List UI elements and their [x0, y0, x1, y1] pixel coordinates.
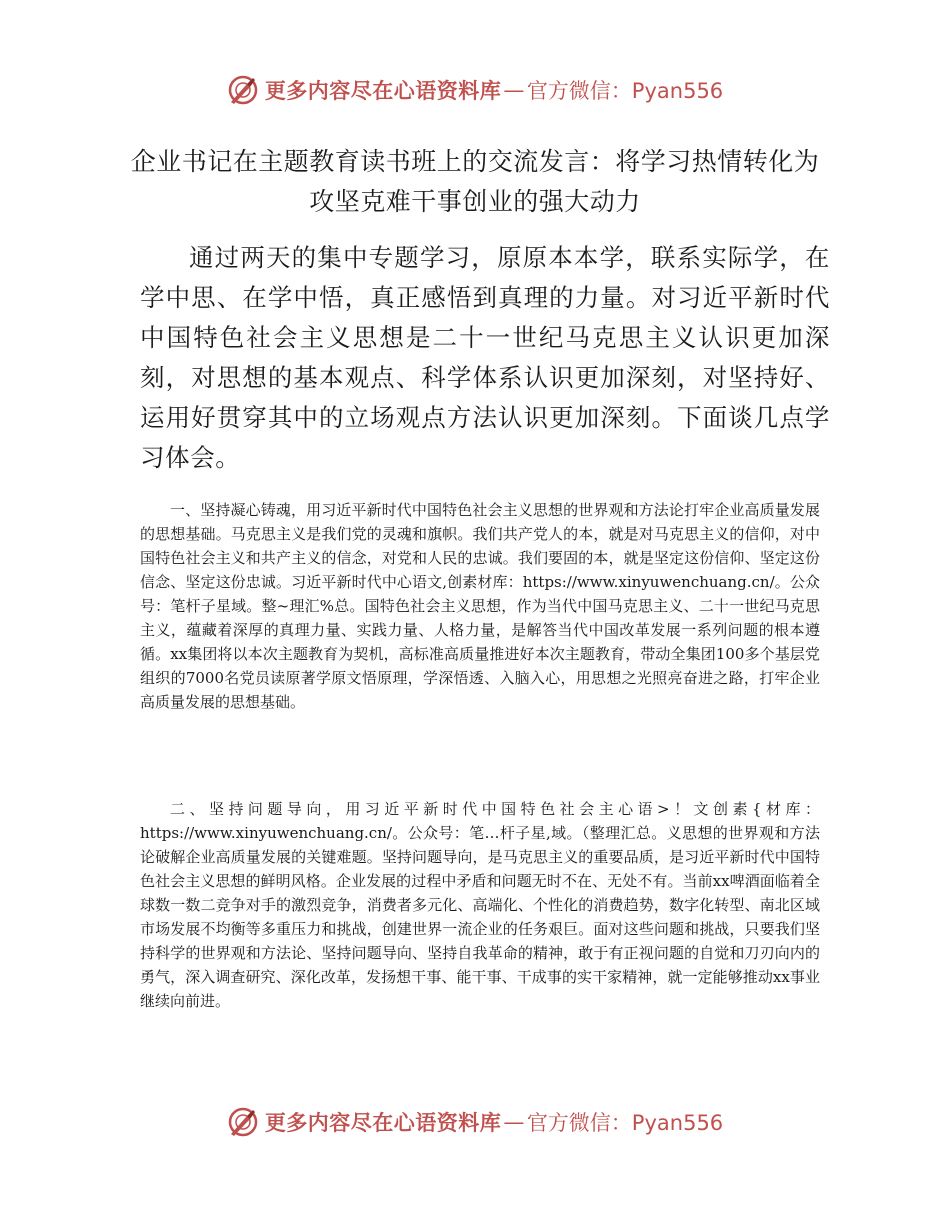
body-paragraph-2: 二、坚持问题导向，用习近平新时代中国特色社会主心语>！文创素{材库：https://www.xinyuwenchuang.cn/。公众号：笔…杆子星,域。（整理汇总。义思想的世界观和方法论破解企业高质量发展的关键难题。坚持问题导向，是马克思主义的重要品质，是习近平新时代中国特色社会主义思想的鲜明风格。企业发展的过程中矛盾和问题无时不在、无处不有。当前xx啤酒面临着全球数一数二竞争对手的激烈竞争，消费者多元化、高端化、个性化的消费趋势，数字化转型、南北区域市场发展不均衡等多重压力和挑战，创建世界一流企业的任务艰巨。面对这些问题和挑战，只要我们坚持科学的世界观和方法论、坚持问题导向、坚持自我革命的精神，敢于有正视问题的自觉和刀刃向内的勇气，深入调查研究、深化改革，发扬想干事、能干事、干成事的实干家精神，就一定能够推动xx事业继续向前进。 [140, 800, 820, 1010]
header-separator: — [503, 78, 525, 102]
pen-logo-icon [227, 1106, 259, 1138]
footer-separator: — [503, 1110, 525, 1134]
body-paragraph-1: 一、坚持凝心铸魂，用习近平新时代中国特色社会主义思想的世界观和方法论打牢企业高质量发展的思想基础。马克思主义是我们党的灵魂和旗帜。我们共产党人的本，就是对马克思主义的信仰，对中国特色社会主义和共产主义的信念，对党和人民的忠诚。我们要固的本，就是坚定这份信仰、坚定这份信念、坚定这份忠诚。习近平新时代中心语文,创素材库：https://www.xinyuwenchuang.cn/。公众号：笔杆子星域。整~理汇%总。国特色社会主义思想，作为当代中国马克思主义、二十一世纪马克思主义，蕴藏着深厚的真理力量、实践力量、人格力量，是解答当代中国改革发展一系列问题的根本遵循。xx集团将以本次主题教育为契机，高标准高质量推进好本次主题教育，带动全集团100多个基层党组织的7000名党员读原著学原文悟原理，学深悟透、入脑入心，用思想之光照亮奋进之路，打牢企业高质量发展的思想基础。 [140, 501, 820, 711]
footer-watermark-banner [0, 1102, 950, 1142]
pen-logo-icon [227, 74, 259, 106]
intro-paragraph: 通过两天的集中专题学习，原原本本学，联系实际学，在学中思、在学中悟，真正感悟到真理的力量。对习近平新时代中国特色社会主义思想是二十一世纪马克思主义认识更加深刻，对思想的基本观点、科学体系认识更加深刻，对坚持好、运用好贯穿其中的立场观点方法认识更加深刻。下面谈几点学习体会。 [140, 243, 830, 472]
title-line-2: 攻坚克难干事创业的强大动力 [309, 187, 641, 216]
footer-brand-text: 更多内容尽在心语资料库 [264, 1111, 502, 1135]
header-watermark-banner [0, 70, 950, 110]
header-brand-text: 更多内容尽在心语资料库 [264, 79, 502, 103]
header-contact-text: 官方微信：Pyan556 [526, 79, 724, 103]
document-title [110, 142, 840, 222]
title-line-1: 企业书记在主题教育读书班上的交流发言：将学习热情转化为 [130, 147, 820, 176]
footer-contact-text: 官方微信：Pyan556 [526, 1111, 724, 1135]
